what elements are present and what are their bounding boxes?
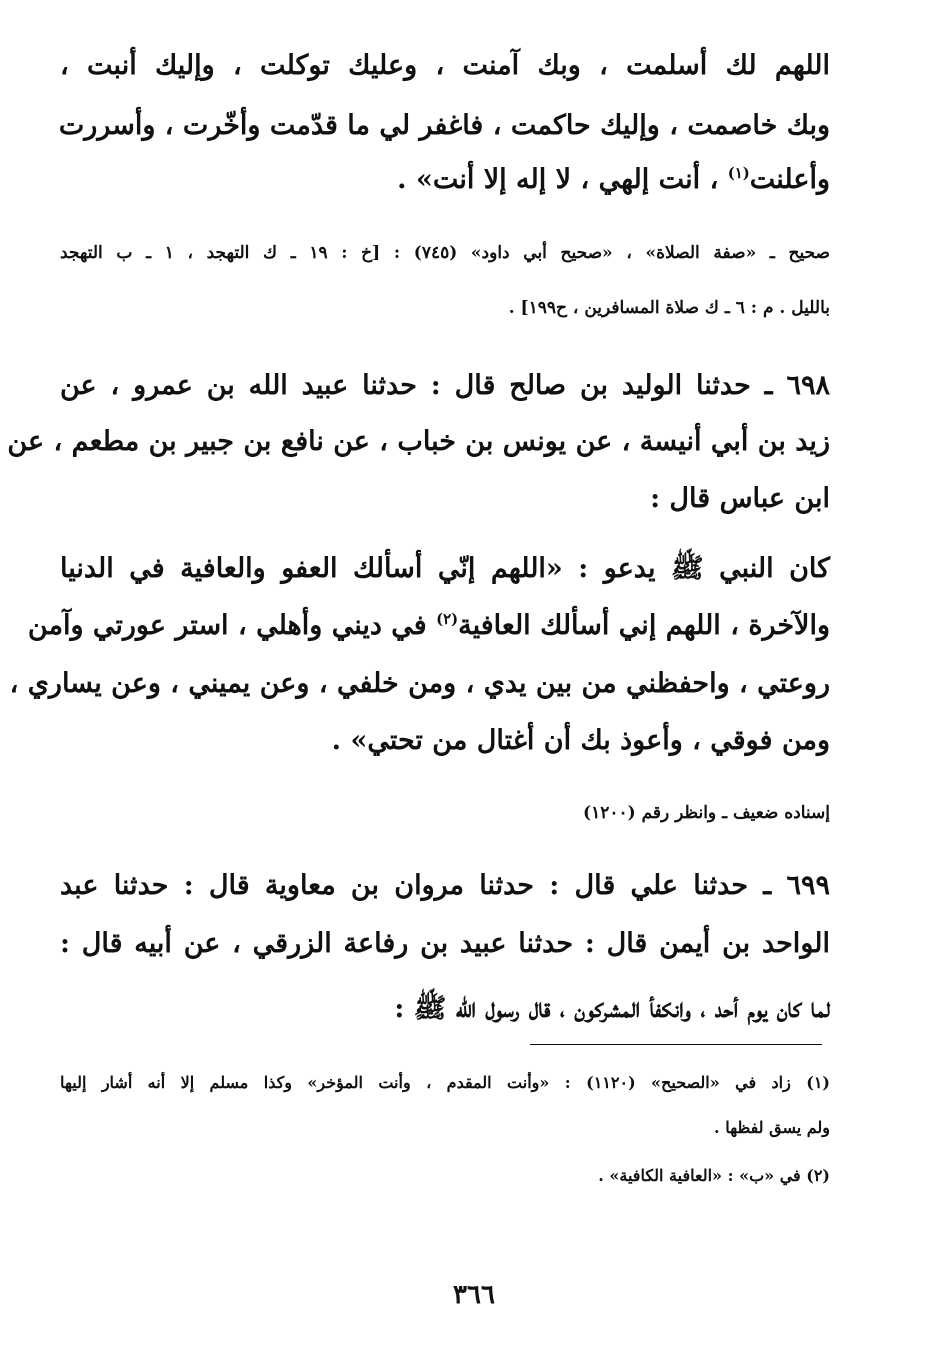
footnote-ref-2: (٢)	[436, 610, 459, 628]
hadith-698-text-line-2-b: في ديني وأهلي ، استر عورتي وآمن	[27, 610, 437, 641]
footnote-2: (٢) في «ب» : «العافية الكافية» .	[598, 1166, 830, 1185]
page-number: ٣٦٦	[453, 1280, 495, 1310]
p1-line-2: وبك خاصمت ، وإليك حاكمت ، فاغفر لي ما قدّمت وأخّرت ، وأسررت	[58, 110, 830, 141]
hadith-698-line-3: ابن عباس قال :	[650, 483, 830, 514]
footnote-1-line-1: (١) زاد في «الصحيح» (١١٢٠) : «وأنت المقدم ، وأنت المؤخر» وكذا مسلم إلا أنه أشار إليها	[60, 1073, 830, 1092]
footnote-divider	[530, 1044, 822, 1045]
hadith-698-text-line-4: ومن فوقي ، وأعوذ بك أن أغتال من تحتي» .	[331, 725, 830, 756]
hadith-698-text-line-2	[27, 610, 830, 641]
hadith-698-source: إسناده ضعيف ـ وانظر رقم (١٢٠٠)	[583, 803, 830, 823]
hadith-698-text-line-3: روعتي ، واحفظني من بين يدي ، ومن خلفي ، وعن يميني ، وعن يساري ،	[9, 668, 830, 699]
p1-source-line-1: صحيح ـ «صفة الصلاة» ، «صحيح أبي داود» (٧٤٥) : [خ : ١٩ ـ ك التهجد ، ١ ـ ب التهجد	[60, 243, 830, 263]
footnote-1-line-2: ولم يسق لفظها .	[714, 1118, 830, 1137]
p1-line-3-text-b: ، أنت إلهي ، لا إله إلا أنت» .	[397, 164, 728, 195]
hadith-698-text-line-2-a: والآخرة ، اللهم إني أسألك العافية	[458, 610, 830, 641]
hadith-698-text-line-1: كان النبي ﷺ يدعو : «اللهم إنّي أسألك العفو والعافية في الدنيا	[60, 553, 830, 584]
hadith-699-line-3: لما كان يوم أحد ، وانكفأ المشركون ، قال رسول الله ﷺ :	[394, 993, 830, 1024]
p1-line-3	[60, 166, 830, 193]
hadith-698-line-2: زيد بن أبي أنيسة ، عن يونس بن خباب ، عن نافع بن جبير بن مطعم ، عن	[7, 426, 830, 457]
hadith-699-line-1: ٦٩٩ ـ حدثنا علي قال : حدثنا مروان بن معاوية قال : حدثنا عبد	[60, 870, 830, 901]
p1-line-3-text-a: وأعلنت	[749, 164, 830, 195]
p1-source-line-2: بالليل . م : ٦ ـ ك صلاة المسافرين ، ح١٩٩] .	[508, 298, 830, 318]
hadith-699-line-2: الواحد بن أيمن قال : حدثنا عبيد بن رفاعة الزرقي ، عن أبيه قال :	[60, 928, 830, 959]
footnote-ref-1: (١)	[727, 164, 750, 182]
p1-line-1: اللهم لك أسلمت ، وبك آمنت ، وعليك توكلت ، وإليك أنبت ،	[60, 50, 830, 81]
hadith-698-line-1: ٦٩٨ ـ حدثنا الوليد بن صالح قال : حدثنا عبيد الله بن عمرو ، عن	[60, 370, 830, 401]
